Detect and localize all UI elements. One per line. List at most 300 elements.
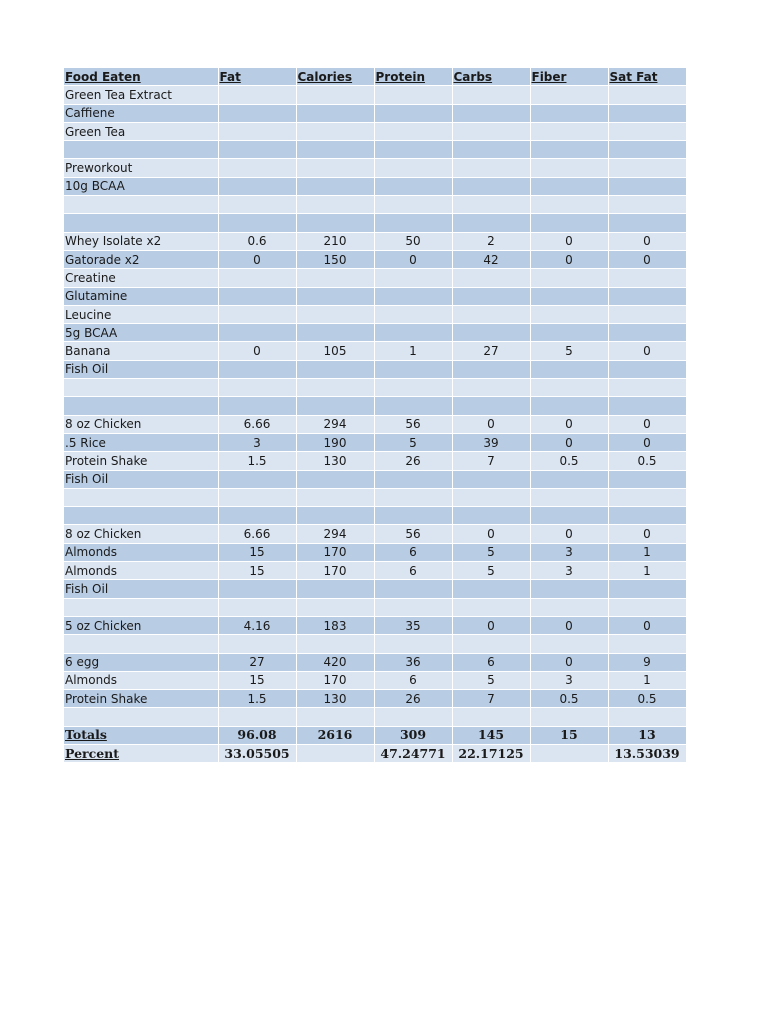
table-row: [64, 653, 686, 671]
cell-protein: [374, 635, 452, 653]
cell-carbs: 42: [452, 250, 530, 268]
cell-sat-fat: [608, 141, 686, 159]
nutrition-table: [64, 68, 687, 763]
cell-fat: [218, 708, 296, 726]
cell-carbs: [452, 196, 530, 214]
cell-protein: [374, 708, 452, 726]
cell-fat: [218, 598, 296, 616]
table-row: [64, 122, 686, 140]
cell-carbs: [452, 122, 530, 140]
header-carbs: Carbs: [452, 68, 530, 86]
cell-protein: 5: [374, 433, 452, 451]
cell-carbs: [452, 159, 530, 177]
cell-calories: 2616: [296, 726, 374, 744]
cell-calories: [296, 507, 374, 525]
cell-sat-fat: 0: [608, 433, 686, 451]
cell-sat-fat: 1: [608, 562, 686, 580]
cell-calories: [296, 159, 374, 177]
cell-calories: [296, 580, 374, 598]
cell-calories: [296, 141, 374, 159]
cell-fat: 3: [218, 433, 296, 451]
cell-food-eaten: Almonds: [64, 543, 218, 561]
cell-carbs: [452, 214, 530, 232]
cell-fat: [218, 635, 296, 653]
cell-sat-fat: [608, 305, 686, 323]
cell-carbs: 27: [452, 342, 530, 360]
cell-food-eaten: Caffiene: [64, 104, 218, 122]
cell-sat-fat: 0: [608, 232, 686, 250]
cell-sat-fat: 13.53039: [608, 744, 686, 762]
cell-food-eaten: [64, 397, 218, 415]
table-row: [64, 86, 686, 104]
cell-sat-fat: [608, 708, 686, 726]
cell-protein: 26: [374, 452, 452, 470]
cell-fiber: [530, 159, 608, 177]
cell-fat: [218, 580, 296, 598]
cell-fiber: [530, 635, 608, 653]
cell-food-eaten: Fish Oil: [64, 580, 218, 598]
table-row: [64, 214, 686, 232]
cell-food-eaten: [64, 507, 218, 525]
cell-food-eaten: Whey Isolate x2: [64, 232, 218, 250]
cell-protein: [374, 379, 452, 397]
totals-row: [64, 726, 686, 744]
table-row: [64, 507, 686, 525]
table-row: [64, 488, 686, 506]
cell-protein: [374, 287, 452, 305]
cell-protein: 47.24771: [374, 744, 452, 762]
cell-carbs: [452, 708, 530, 726]
cell-food-eaten: Banana: [64, 342, 218, 360]
cell-calories: 190: [296, 433, 374, 451]
table-row: [64, 433, 686, 451]
cell-fat: [218, 177, 296, 195]
cell-fiber: [530, 141, 608, 159]
cell-sat-fat: 0: [608, 342, 686, 360]
cell-calories: [296, 122, 374, 140]
cell-fat: [218, 269, 296, 287]
header-protein: Protein: [374, 68, 452, 86]
cell-food-eaten: [64, 214, 218, 232]
cell-sat-fat: [608, 324, 686, 342]
cell-fat: 1.5: [218, 690, 296, 708]
cell-protein: [374, 324, 452, 342]
cell-sat-fat: [608, 470, 686, 488]
table-row: [64, 360, 686, 378]
cell-sat-fat: [608, 598, 686, 616]
cell-carbs: 7: [452, 690, 530, 708]
cell-fat: 0: [218, 342, 296, 360]
cell-fat: 4.16: [218, 616, 296, 634]
table-row: [64, 543, 686, 561]
cell-carbs: [452, 141, 530, 159]
table-row: [64, 342, 686, 360]
cell-carbs: 39: [452, 433, 530, 451]
cell-fiber: 3: [530, 543, 608, 561]
cell-carbs: [452, 269, 530, 287]
table-row: [64, 379, 686, 397]
cell-protein: [374, 580, 452, 598]
cell-carbs: [452, 488, 530, 506]
cell-fiber: [530, 580, 608, 598]
cell-calories: [296, 360, 374, 378]
table-row: [64, 580, 686, 598]
cell-carbs: [452, 507, 530, 525]
cell-fiber: [530, 470, 608, 488]
cell-calories: 150: [296, 250, 374, 268]
cell-calories: 130: [296, 452, 374, 470]
cell-protein: [374, 305, 452, 323]
nutrition-table-body: [64, 68, 686, 763]
table-row: [64, 269, 686, 287]
cell-carbs: 7: [452, 452, 530, 470]
cell-fat: [218, 507, 296, 525]
cell-food-eaten: Percent: [64, 744, 218, 762]
cell-fiber: [530, 214, 608, 232]
cell-protein: 0: [374, 250, 452, 268]
cell-carbs: [452, 580, 530, 598]
cell-carbs: 6: [452, 653, 530, 671]
cell-food-eaten: Fish Oil: [64, 360, 218, 378]
table-row: [64, 635, 686, 653]
cell-protein: [374, 214, 452, 232]
cell-fiber: [530, 305, 608, 323]
cell-sat-fat: [608, 159, 686, 177]
cell-calories: [296, 488, 374, 506]
cell-protein: [374, 86, 452, 104]
cell-food-eaten: 8 oz Chicken: [64, 415, 218, 433]
cell-fiber: [530, 379, 608, 397]
cell-fiber: [530, 287, 608, 305]
cell-fiber: [530, 708, 608, 726]
cell-protein: [374, 141, 452, 159]
cell-fat: 15: [218, 543, 296, 561]
cell-food-eaten: 10g BCAA: [64, 177, 218, 195]
cell-protein: 1: [374, 342, 452, 360]
cell-protein: [374, 196, 452, 214]
cell-fiber: 0: [530, 653, 608, 671]
table-row: [64, 562, 686, 580]
cell-calories: 294: [296, 525, 374, 543]
cell-sat-fat: [608, 287, 686, 305]
cell-calories: 130: [296, 690, 374, 708]
cell-protein: [374, 177, 452, 195]
cell-fat: [218, 379, 296, 397]
cell-food-eaten: Protein Shake: [64, 452, 218, 470]
cell-food-eaten: [64, 379, 218, 397]
cell-calories: [296, 214, 374, 232]
cell-protein: 36: [374, 653, 452, 671]
cell-protein: [374, 159, 452, 177]
cell-fiber: [530, 104, 608, 122]
cell-calories: [296, 324, 374, 342]
cell-calories: [296, 104, 374, 122]
cell-sat-fat: [608, 488, 686, 506]
cell-calories: [296, 305, 374, 323]
table-row: [64, 177, 686, 195]
cell-carbs: [452, 379, 530, 397]
cell-food-eaten: Almonds: [64, 562, 218, 580]
cell-fiber: 15: [530, 726, 608, 744]
table-row: [64, 708, 686, 726]
cell-carbs: 5: [452, 543, 530, 561]
cell-calories: [296, 196, 374, 214]
cell-sat-fat: [608, 214, 686, 232]
table-row: [64, 159, 686, 177]
cell-protein: 56: [374, 525, 452, 543]
cell-sat-fat: [608, 177, 686, 195]
cell-carbs: [452, 397, 530, 415]
cell-carbs: 22.17125: [452, 744, 530, 762]
cell-fiber: [530, 177, 608, 195]
cell-fat: 27: [218, 653, 296, 671]
cell-fat: [218, 86, 296, 104]
cell-fat: [218, 305, 296, 323]
cell-calories: 170: [296, 562, 374, 580]
cell-sat-fat: [608, 269, 686, 287]
cell-protein: [374, 104, 452, 122]
cell-fiber: 0: [530, 525, 608, 543]
table-row: [64, 196, 686, 214]
cell-fiber: [530, 269, 608, 287]
table-row: [64, 141, 686, 159]
table-row: [64, 305, 686, 323]
table-row: [64, 397, 686, 415]
cell-fiber: [530, 488, 608, 506]
cell-fat: 15: [218, 671, 296, 689]
cell-food-eaten: [64, 708, 218, 726]
table-row: [64, 415, 686, 433]
table-row: [64, 525, 686, 543]
cell-sat-fat: [608, 580, 686, 598]
cell-food-eaten: Totals: [64, 726, 218, 744]
cell-calories: [296, 397, 374, 415]
cell-fiber: 5: [530, 342, 608, 360]
table-row: [64, 616, 686, 634]
cell-calories: 170: [296, 671, 374, 689]
cell-calories: [296, 287, 374, 305]
cell-food-eaten: .5 Rice: [64, 433, 218, 451]
header-food-eaten: Food Eaten: [64, 68, 218, 86]
cell-protein: 50: [374, 232, 452, 250]
cell-protein: [374, 397, 452, 415]
cell-protein: 6: [374, 543, 452, 561]
cell-fat: 6.66: [218, 415, 296, 433]
cell-sat-fat: 0.5: [608, 452, 686, 470]
cell-calories: 210: [296, 232, 374, 250]
cell-protein: [374, 598, 452, 616]
cell-protein: 26: [374, 690, 452, 708]
cell-fiber: 0.5: [530, 690, 608, 708]
cell-sat-fat: [608, 196, 686, 214]
cell-fiber: [530, 507, 608, 525]
cell-carbs: 145: [452, 726, 530, 744]
cell-carbs: 0: [452, 415, 530, 433]
cell-food-eaten: Protein Shake: [64, 690, 218, 708]
cell-sat-fat: [608, 86, 686, 104]
cell-fat: [218, 214, 296, 232]
cell-sat-fat: 0: [608, 525, 686, 543]
cell-food-eaten: Green Tea Extract: [64, 86, 218, 104]
cell-food-eaten: 8 oz Chicken: [64, 525, 218, 543]
cell-food-eaten: [64, 141, 218, 159]
cell-sat-fat: [608, 122, 686, 140]
cell-food-eaten: [64, 635, 218, 653]
cell-calories: [296, 708, 374, 726]
cell-protein: [374, 122, 452, 140]
cell-carbs: [452, 360, 530, 378]
cell-food-eaten: Creatine: [64, 269, 218, 287]
cell-food-eaten: [64, 196, 218, 214]
cell-sat-fat: [608, 635, 686, 653]
cell-carbs: [452, 104, 530, 122]
cell-fiber: 0.5: [530, 452, 608, 470]
cell-calories: [296, 635, 374, 653]
cell-fiber: 3: [530, 671, 608, 689]
cell-fiber: 0: [530, 415, 608, 433]
table-row: [64, 598, 686, 616]
cell-fat: [218, 287, 296, 305]
cell-carbs: 5: [452, 671, 530, 689]
cell-fiber: [530, 196, 608, 214]
cell-fiber: [530, 598, 608, 616]
cell-carbs: [452, 324, 530, 342]
table-row: [64, 104, 686, 122]
cell-fiber: [530, 744, 608, 762]
cell-food-eaten: Glutamine: [64, 287, 218, 305]
cell-carbs: 2: [452, 232, 530, 250]
cell-protein: 56: [374, 415, 452, 433]
cell-sat-fat: 13: [608, 726, 686, 744]
cell-carbs: [452, 470, 530, 488]
cell-sat-fat: [608, 360, 686, 378]
cell-fat: 1.5: [218, 452, 296, 470]
cell-sat-fat: 0: [608, 250, 686, 268]
cell-fat: [218, 104, 296, 122]
cell-sat-fat: [608, 397, 686, 415]
cell-fat: [218, 141, 296, 159]
cell-carbs: [452, 86, 530, 104]
table-row: [64, 287, 686, 305]
cell-calories: [296, 86, 374, 104]
cell-food-eaten: [64, 488, 218, 506]
cell-food-eaten: Fish Oil: [64, 470, 218, 488]
cell-fiber: [530, 86, 608, 104]
cell-fiber: 3: [530, 562, 608, 580]
cell-protein: [374, 488, 452, 506]
cell-fat: 33.05505: [218, 744, 296, 762]
table-row: [64, 324, 686, 342]
cell-fat: [218, 196, 296, 214]
cell-food-eaten: 5g BCAA: [64, 324, 218, 342]
cell-fat: [218, 360, 296, 378]
cell-protein: 35: [374, 616, 452, 634]
cell-calories: 170: [296, 543, 374, 561]
cell-protein: 6: [374, 671, 452, 689]
cell-carbs: [452, 305, 530, 323]
cell-sat-fat: 1: [608, 543, 686, 561]
cell-protein: [374, 507, 452, 525]
cell-sat-fat: 0.5: [608, 690, 686, 708]
cell-fat: [218, 324, 296, 342]
cell-carbs: 5: [452, 562, 530, 580]
cell-carbs: 0: [452, 616, 530, 634]
cell-fat: [218, 488, 296, 506]
header-fiber: Fiber: [530, 68, 608, 86]
cell-fiber: 0: [530, 232, 608, 250]
cell-calories: 183: [296, 616, 374, 634]
cell-sat-fat: 1: [608, 671, 686, 689]
percent-row: [64, 744, 686, 762]
cell-fat: 6.66: [218, 525, 296, 543]
cell-fat: 0: [218, 250, 296, 268]
cell-fiber: 0: [530, 433, 608, 451]
header-fat: Fat: [218, 68, 296, 86]
cell-calories: 420: [296, 653, 374, 671]
cell-calories: [296, 598, 374, 616]
cell-food-eaten: Leucine: [64, 305, 218, 323]
cell-protein: 309: [374, 726, 452, 744]
cell-food-eaten: Green Tea: [64, 122, 218, 140]
cell-food-eaten: 6 egg: [64, 653, 218, 671]
cell-fat: 96.08: [218, 726, 296, 744]
cell-calories: [296, 744, 374, 762]
header-calories: Calories: [296, 68, 374, 86]
table-header-row: [64, 68, 686, 86]
cell-fat: 15: [218, 562, 296, 580]
cell-carbs: [452, 287, 530, 305]
cell-sat-fat: 9: [608, 653, 686, 671]
cell-calories: 294: [296, 415, 374, 433]
cell-fat: [218, 397, 296, 415]
cell-food-eaten: [64, 598, 218, 616]
cell-fiber: [530, 397, 608, 415]
table-row: [64, 452, 686, 470]
cell-fat: [218, 470, 296, 488]
cell-fat: [218, 159, 296, 177]
cell-carbs: [452, 598, 530, 616]
cell-fat: 0.6: [218, 232, 296, 250]
cell-carbs: 0: [452, 525, 530, 543]
cell-protein: [374, 269, 452, 287]
cell-food-eaten: Preworkout: [64, 159, 218, 177]
header-sat-fat: Sat Fat: [608, 68, 686, 86]
cell-fiber: 0: [530, 616, 608, 634]
cell-food-eaten: 5 oz Chicken: [64, 616, 218, 634]
cell-calories: [296, 269, 374, 287]
table-row: [64, 470, 686, 488]
cell-sat-fat: 0: [608, 415, 686, 433]
cell-food-eaten: Almonds: [64, 671, 218, 689]
table-row: [64, 250, 686, 268]
cell-calories: [296, 177, 374, 195]
cell-protein: [374, 470, 452, 488]
cell-calories: [296, 470, 374, 488]
cell-fiber: [530, 360, 608, 378]
cell-fiber: [530, 122, 608, 140]
cell-food-eaten: Gatorade x2: [64, 250, 218, 268]
cell-fat: [218, 122, 296, 140]
cell-fiber: 0: [530, 250, 608, 268]
cell-sat-fat: [608, 104, 686, 122]
cell-calories: 105: [296, 342, 374, 360]
cell-sat-fat: [608, 507, 686, 525]
table-row: [64, 671, 686, 689]
cell-sat-fat: 0: [608, 616, 686, 634]
cell-fiber: [530, 324, 608, 342]
cell-calories: [296, 379, 374, 397]
table-row: [64, 690, 686, 708]
